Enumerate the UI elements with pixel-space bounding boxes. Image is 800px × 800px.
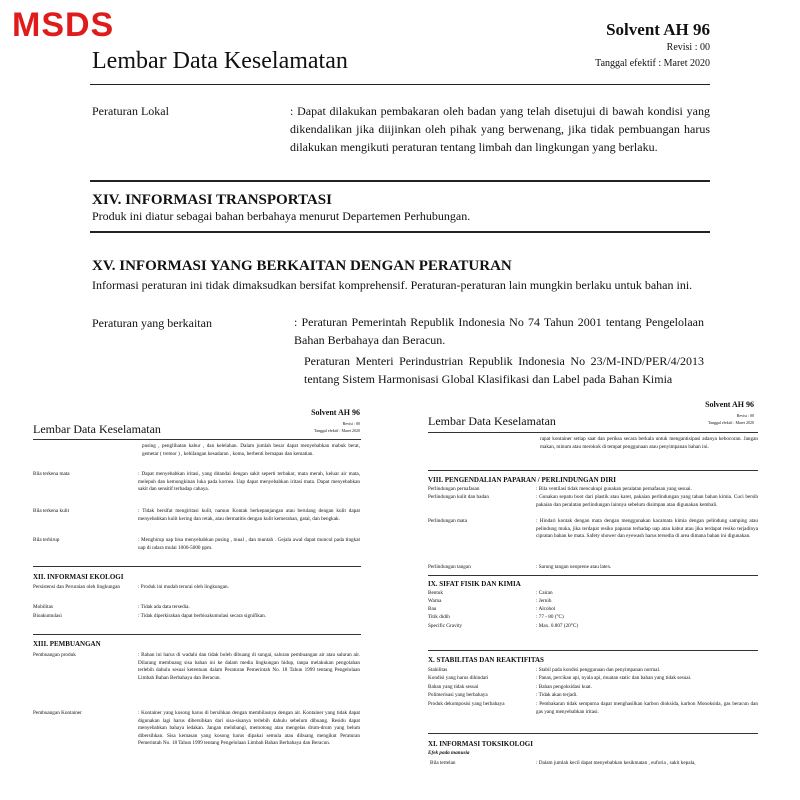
cont-text: rapat kontainer setiap saat dan periksa secara berkala untuk mengantisipasi adanya kebocoran. Jangan makan, minum atau merokok di tempat penggunaan atau penyimpanan bahan ini. — [540, 436, 758, 450]
section-divider — [90, 180, 710, 182]
s8-value-2: : Hindari kontak dengan mata dengan menggunakan kacamata kimia dengan pelindung samping atau pelindung muka, jika terdapat resiko paparan terhadap uap atau kabut atau jika terdapat resiko terjadinya cipratan bahan ke mata. Safety shower dan eyewash harus tersedia di area dimana bahan ini digunakan. — [536, 518, 758, 540]
left-panel-rule — [33, 634, 361, 635]
s11-label: Bila tertelan — [430, 760, 456, 766]
section-13-title: XIII. PEMBUANGAN — [33, 640, 101, 648]
s9-value-1: : Jernih — [536, 598, 552, 604]
s9-label-4: Specific Gravity — [428, 623, 463, 629]
right-panel-rule — [428, 733, 758, 734]
local-reg-label: Peraturan Lokal — [92, 104, 169, 118]
local-reg-value: : Dapat dilakukan pembakaran oleh badan yang telah disetujui di bawah kondisi yang dikendalikan jika diijinkan oleh pihak yang berwenang, jika tidak pembuangan harus dilakukan mengikuti peraturan tentang limbah dan lingkungan yang berlaku. — [290, 104, 710, 154]
skin-label: Bila terkena kulit — [33, 508, 70, 514]
section-11-title: XI. INFORMASI TOKSIKOLOGI — [428, 740, 533, 748]
s9-label-2: Bau — [428, 606, 437, 612]
left-panel-product: Solvent AH 96 — [311, 408, 360, 417]
right-panel-product: Solvent AH 96 — [705, 400, 754, 409]
left-panel-title: Lembar Data Keselamatan — [33, 422, 161, 436]
section-8-title: VIII. PENGENDALIAN PAPARAN / PERLINDUNGAN DIRI — [428, 476, 616, 484]
s10-label-2: Bahan yang tidak sesuai — [428, 684, 479, 690]
left-panel-revision: Revisi : 00 — [342, 421, 360, 426]
section-divider — [90, 231, 710, 233]
left-panel-rule — [33, 566, 361, 567]
s8-label-3: Perlindungan tangan — [428, 564, 471, 570]
container-label: Pembuangan Kontainer — [33, 710, 82, 716]
inh-label: Bila terhirup — [33, 537, 60, 543]
right-page-panel — [400, 394, 800, 800]
s10-label-4: Produk dekomposisi yang berbahaya — [428, 701, 505, 707]
s8-label-0: Perlindungan pernafasan — [428, 486, 480, 492]
s10-label-0: Stabilitas — [428, 667, 448, 673]
left-panel-date: Tanggal efektif : Maret 2020 — [314, 428, 360, 433]
inh-value: : Menghirup uap bisa menyebabkan pusing , mual , dan muntah . Gejala awal dapat muncul pada tingkat uap di udara mulai 1000-5000 ppm. — [138, 537, 360, 551]
disp-value: : Bahan ini harus di wadahi dan tidak boleh dibuang di sungai, saluran pembuangan air atau saluran air. Dilarang membuang sisa bahan ini ke dalam media lingkungan hidup, tanpa melakukan pengolahan terlebih dahulu sesuai ketentuan dalam Peraturan Pemerintah No. 18 Tahun 1999 tentang Pengelolaan Limbah Bahan Berbahaya dan Beracun. — [138, 652, 360, 681]
right-panel-rule — [428, 470, 758, 471]
s9-label-0: Bentuk — [428, 590, 443, 596]
right-panel-rule — [428, 432, 758, 433]
section-14-title: XIV. INFORMASI TRANSPORTASI — [92, 192, 332, 208]
right-panel-rule — [428, 650, 758, 651]
reg-label: Peraturan yang berkaitan — [92, 316, 212, 330]
reg-value-1: : Peraturan Pemerintah Republik Indonesia No 74 Tahun 2001 tentang Pengelolaan Bahan Berbahaya dan Beracun. — [294, 315, 704, 347]
page-title: Lembar Data Keselamatan — [92, 48, 348, 74]
right-panel-rule — [428, 575, 758, 576]
s10-label-3: Polimerisasi yang berbahaya — [428, 692, 488, 698]
revision: Revisi : 00 — [666, 42, 710, 53]
s9-value-3: : 77 - 80 (°C) — [536, 614, 564, 620]
section-9-title: IX. SIFAT FISIK DAN KIMIA — [428, 580, 521, 588]
mob-label: Mobilitas — [33, 604, 53, 610]
s10-value-1: : Panas, percikan api, nyala api, muatan static dan bahan yang tidak sesuai. — [536, 675, 692, 681]
s9-value-2: : Alcohol — [536, 606, 556, 612]
effective-date: Tanggal efektif : Maret 2020 — [595, 58, 710, 69]
s9-value-4: : Max. 0.807 (20°C) — [536, 623, 578, 629]
s11-subtitle: Efek pada manusia — [428, 750, 470, 756]
cont-text: pusing , penglihatan kabur , dan kelelahan. Dalam jumlah besar dapat menyebabkan mabuk berat, gemetar ( tremor ) , kehilangan kesadaran , koma, berhenti bernapas dan kematian. — [142, 443, 360, 457]
s10-value-4: : Pembakaran tidak sempurna dapat menghasilkan karbon dioksida, karbon Monoksida, gas beracun dan gas yang menyebabkan iritasi. — [536, 701, 758, 715]
s10-value-0: : Stabil pada kondisi penggunaan dan penyimpanan normal. — [536, 667, 661, 673]
right-panel-revision: Revisi : 00 — [736, 413, 754, 418]
persist-label: Persistensi dan Peruraian oleh lingkungan — [33, 584, 121, 590]
section-12-title: XII. INFORMASI EKOLOGI — [33, 573, 124, 581]
header-rule — [90, 84, 710, 85]
reg-value-2: Peraturan Menteri Perindustrian Republik Indonesia No 23/M-IND/PER/4/2013 tentang Sistem Harmonisasi Global Klasifikasi dan Label pada Bahan Kimia — [304, 354, 704, 386]
right-panel-title: Lembar Data Keselamatan — [428, 414, 556, 428]
eye-value: : Dapat menyebabkan iritasi, yang ditandai dengan sakit seperti terbakar, mata merah, keluar air mata, melepuh dan kemungkinan luka pada kornea. Uap dapat menyebabkan iritasi mata. Dapat menyebabkan sakit dan sensitif terhadap cahaya. — [138, 471, 360, 493]
section-10-title: X. STABILITAS DAN REAKTIFITAS — [428, 656, 544, 664]
s10-value-2: : Bahan pengoksidasi kuat. — [536, 684, 592, 690]
right-panel-date: Tanggal efektif : Maret 2020 — [708, 420, 754, 425]
s8-value-3: : Sarung tangan neoprene atau latex. — [536, 564, 612, 570]
left-page-panel — [0, 400, 385, 800]
s8-value-1: : Gunakan sepatu boot dari plastik atau karet, pakaian perlindungan yang tahan bahan kimia. Cuci bersih pakaian dan peralatan perlindungan lainnya sebelum disimpan atau digunakan kembali. — [536, 494, 758, 508]
s8-label-1: Perlindungan kulit dan badan — [428, 494, 489, 500]
disp-label: Pembuangan produk — [33, 652, 76, 658]
mob-value: : Tidak ada data tersedia. — [138, 604, 190, 610]
persist-value: : Produk ini mudah terurai oleh lingkungan. — [138, 584, 229, 590]
s11-value: : Dalam jumlah kecil dapat menyebabkan kesikmatan , euforia , sakit kepala, — [536, 760, 696, 766]
eye-label: Bila terkena mata — [33, 471, 70, 477]
brand-logo: MSDS — [12, 6, 115, 44]
s9-label-3: Titik didih — [428, 614, 450, 620]
product-name: Solvent AH 96 — [606, 20, 710, 39]
s8-label-2: Perlindungan mata — [428, 518, 468, 524]
skin-value: : Tidak bersifat mengiritasi kulit, namun Kontak berkepanjangan atau berulang dengan kulit dapat menyebabkan kulit kering dan retak, atau dermatitis dengan kulit kemerahan, gatal, dan bengkak. — [138, 508, 360, 522]
section-14-text: Produk ini diatur sebagai bahan berbahaya menurut Departemen Perhubungan. — [92, 209, 471, 223]
bio-value: : Tidak diperkirakan dapat berbioakumulasi secara signifikan. — [138, 613, 267, 619]
left-panel-rule — [33, 439, 361, 440]
s8-value-0: : Bila ventilasi tidak mencukupi gunakan peralatan pernafasan yang sesuai. — [536, 486, 692, 492]
bio-label: Bioakumulasi — [33, 613, 62, 619]
s10-label-1: Kondisi yang harus dihindari — [428, 675, 489, 681]
s9-label-1: Warna — [428, 598, 442, 604]
s10-value-3: : Tidak akan terjadi. — [536, 692, 578, 698]
section-15-title: XV. INFORMASI YANG BERKAITAN DENGAN PERATURAN — [92, 258, 512, 274]
container-value: : Kontainer yang kosong harus di bersihkan dengan membilasnya dengan air. Kontainer yang tidak dapat digunakan lagi harus dibersihkan dari sisa-sisanya terlebih dahulu sebelum dibuang. Residu dapat menyebabkan bahaya ledakan. Jangan melubangi, memotong atau mengelas drum-drum yang belum dibersihkan. Sisa kemasan yang kosong harus dipakai semula atau dibuang mengikut Peraturan Pemerintah No. 18 Tahun 1999 tentang Pengelolaan Limbah Bahan Berbahaya dan Beracun. — [138, 710, 360, 747]
section-15-text: Informasi peraturan ini tidak dimaksudkan bersifat komprehensif. Peraturan-peraturan lain mungkin berlaku untuk bahan ini. — [92, 278, 693, 292]
s9-value-0: : Cairan — [536, 590, 553, 596]
